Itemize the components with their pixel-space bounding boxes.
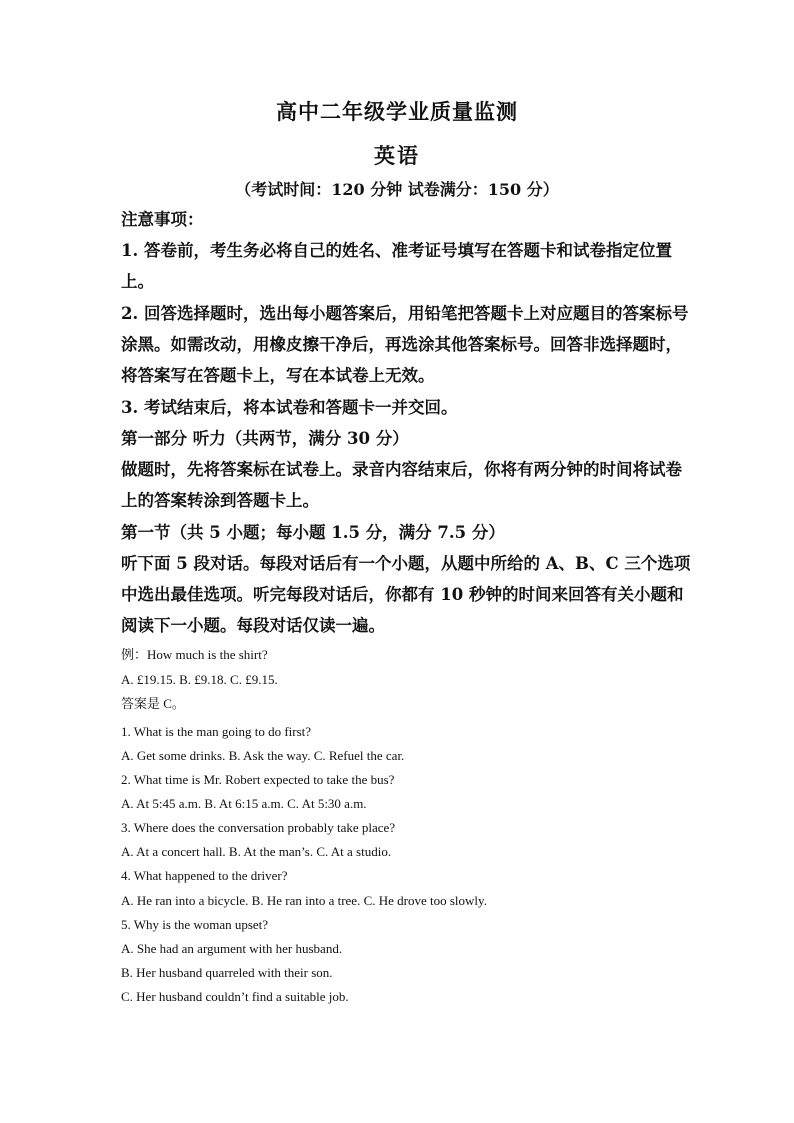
part1-heading: 第一部分 听力（共两节，满分 30 分）	[121, 429, 409, 448]
question-text: 3. Where does the conversation probably take place?	[121, 820, 396, 835]
question-options: A. Get some drinks. B. Ask the way. C. Refuel the car.	[121, 748, 405, 763]
question-text: 4. What happened to the driver?	[121, 868, 288, 883]
example-options: A. £19.15. B. £9.18. C. £9.15.	[121, 672, 278, 687]
notice-line: 3. 考试结束后，将本试卷和答题卡一并交回。	[121, 398, 458, 417]
example-question: 例：How much is the shirt?	[121, 647, 268, 662]
question-options: A. At 5:45 a.m. B. At 6:15 a.m. C. At 5:30 a.m.	[121, 796, 367, 811]
question-options: A. At a concert hall. B. At the man’s. C. At a studio.	[121, 844, 392, 859]
notice-line: 涂黑。如需改动，用橡皮擦干净后，再选涂其他答案标号。回答非选择题时，	[121, 335, 682, 354]
question-text: 2. What time is Mr. Robert expected to take the bus?	[121, 772, 395, 787]
notice-line: 1. 答卷前，考生务必将自己的姓名、准考证号填写在答题卡和试卷指定位置	[121, 241, 672, 260]
question-option: A. She had an argument with her husband.	[121, 941, 343, 956]
section1-heading: 第一节（共 5 小题；每小题 1.5 分，满分 7.5 分）	[121, 523, 505, 542]
exam-info: （考试时间：120 分钟 试卷满分：150 分）	[235, 180, 559, 199]
section1-instruction: 阅读下一小题。每段对话仅读一遍。	[121, 616, 385, 635]
exam-title: 高中二年级学业质量监测	[276, 99, 518, 124]
section1-instruction: 中选出最佳选项。听完每段对话后，你都有 10 秒钟的时间来回答有关小题和	[121, 585, 684, 604]
section1-instruction: 听下面 5 段对话。每段对话后有一个小题，从题中所给的 A、B、C 三个选项	[121, 554, 691, 573]
question-text: 1. What is the man going to do first?	[121, 724, 312, 739]
question-text: 5. Why is the woman upset?	[121, 917, 269, 932]
notice-line: 将答案写在答题卡上，写在本试卷上无效。	[121, 366, 435, 385]
part1-instruction: 上的答案转涂到答题卡上。	[121, 491, 319, 510]
question-option: B. Her husband quarreled with their son.	[121, 965, 333, 980]
part1-instruction: 做题时，先将答案标在试卷上。录音内容结束后，你将有两分钟的时间将试卷	[121, 460, 682, 479]
notice-heading: 注意事项：	[121, 210, 204, 229]
example-answer: 答案是 C。	[121, 696, 185, 711]
notice-line: 上。	[121, 272, 154, 291]
question-option: C. Her husband couldn’t find a suitable job.	[121, 989, 349, 1004]
subject-title: 英语	[374, 143, 420, 168]
question-options: A. He ran into a bicycle. B. He ran into a tree. C. He drove too slowly.	[121, 893, 487, 908]
notice-line: 2. 回答选择题时，选出每小题答案后，用铅笔把答题卡上对应题目的答案标号	[121, 304, 689, 323]
